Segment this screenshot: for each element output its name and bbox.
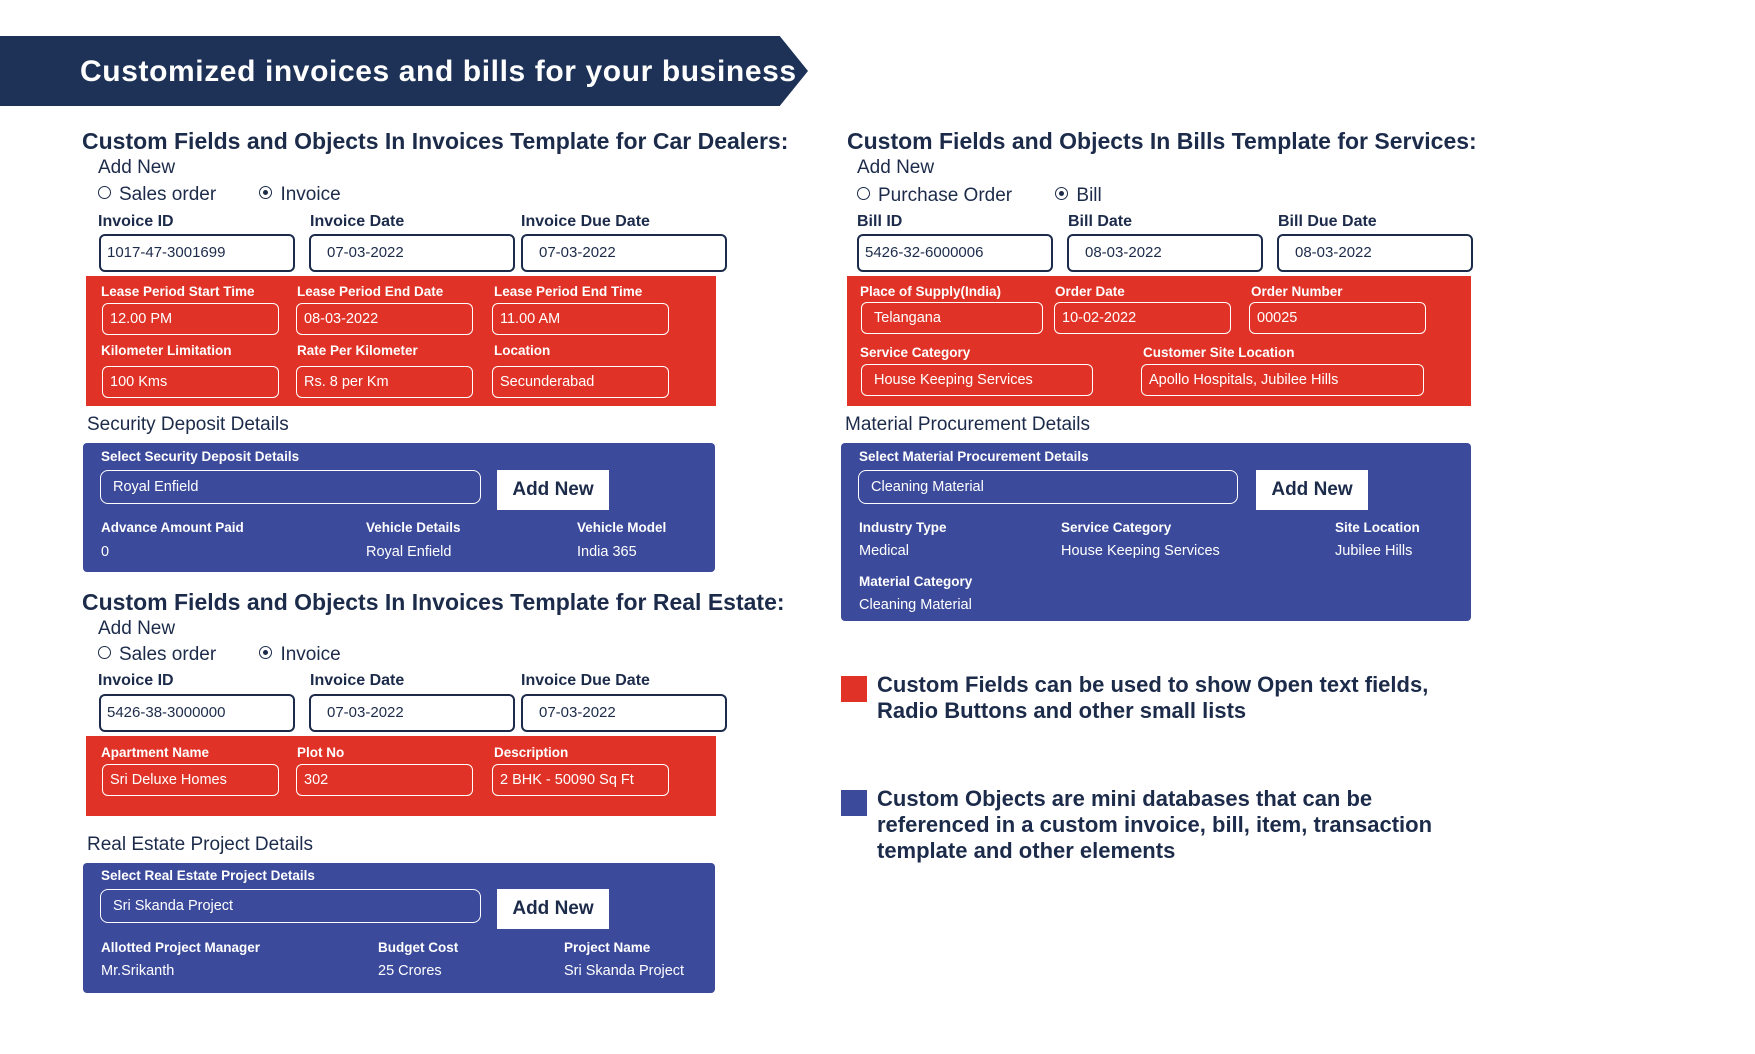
invoice-date-label: Invoice Date <box>310 213 405 230</box>
vehicle-details-label: Vehicle Details <box>366 520 461 535</box>
budget-cost-value: 25 Crores <box>378 963 442 979</box>
bill-date-field[interactable]: 08-03-2022 <box>1067 234 1263 272</box>
bill-radio[interactable]: Bill <box>1055 185 1101 207</box>
radio-checked-icon <box>259 186 272 199</box>
customer-site-location-label: Customer Site Location <box>1143 345 1295 360</box>
invoice-due-date-label: Invoice Due Date <box>521 672 650 689</box>
custom-objects-color-swatch <box>841 790 867 816</box>
car-section-title: Custom Fields and Objects In Invoices Template for Car Dealers: <box>82 128 789 154</box>
invoice-id-field[interactable]: 5426-38-3000000 <box>99 694 295 732</box>
radio-checked-icon <box>259 646 272 659</box>
car-type-radio-group <box>98 184 341 206</box>
project-name-value: Sri Skanda Project <box>564 963 685 979</box>
place-of-supply-label: Place of Supply(India) <box>860 284 1002 299</box>
order-number-field[interactable]: 00025 <box>1249 302 1426 334</box>
custom-fields-color-swatch <box>841 676 867 702</box>
vehicle-model-label: Vehicle Model <box>577 520 667 535</box>
invoice-due-date-field[interactable]: 07-03-2022 <box>521 234 727 272</box>
material-procurement-title: Material Procurement Details <box>845 414 1090 435</box>
banner-title: Customized invoices and bills for your business <box>80 55 797 88</box>
service-category-label: Service Category <box>1061 520 1172 535</box>
add-new-button[interactable]: Add New <box>497 470 609 510</box>
radio-unchecked-icon <box>98 186 111 199</box>
add-new-button[interactable]: Add New <box>1256 470 1368 510</box>
lease-end-time-label: Lease Period End Time <box>494 284 643 299</box>
material-category-value: Cleaning Material <box>859 597 972 613</box>
service-category-value: House Keeping Services <box>1061 543 1220 559</box>
service-category-field[interactable]: House Keeping Services <box>861 364 1093 396</box>
invoice-date-field[interactable]: 07-03-2022 <box>309 694 515 732</box>
rate-per-kilometer-field[interactable]: Rs. 8 per Km <box>296 366 473 398</box>
description-field[interactable]: 2 BHK - 50090 Sq Ft <box>492 764 669 796</box>
industry-type-value: Medical <box>859 543 909 559</box>
services-type-radio-group <box>857 185 1102 207</box>
invoice-radio[interactable]: Invoice <box>259 644 340 666</box>
vehicle-details-value: Royal Enfield <box>366 544 452 560</box>
project-manager-value: Mr.Srikanth <box>101 963 175 979</box>
plot-no-field[interactable]: 302 <box>296 764 473 796</box>
invoice-date-label: Invoice Date <box>310 672 405 689</box>
realestate-project-title: Real Estate Project Details <box>87 834 313 855</box>
rate-per-kilometer-label: Rate Per Kilometer <box>297 343 418 358</box>
project-manager-label: Allotted Project Manager <box>101 940 261 955</box>
lease-start-time-field[interactable]: 12.00 PM <box>102 303 279 335</box>
order-date-field[interactable]: 10-02-2022 <box>1054 302 1231 334</box>
material-procurement-select[interactable]: Cleaning Material <box>858 470 1238 504</box>
kilometer-limitation-label: Kilometer Limitation <box>101 343 232 358</box>
lease-end-date-label: Lease Period End Date <box>297 284 444 299</box>
realestate-section-title: Custom Fields and Objects In Invoices Template for Real Estate: <box>82 589 785 615</box>
realestate-project-select[interactable]: Sri Skanda Project <box>100 889 481 923</box>
project-name-label: Project Name <box>564 940 651 955</box>
services-add-new-label: Add New <box>857 157 935 178</box>
select-realestate-project-label: Select Real Estate Project Details <box>101 868 315 883</box>
invoice-radio[interactable]: Invoice <box>259 184 340 206</box>
security-deposit-title: Security Deposit Details <box>87 414 289 435</box>
invoice-id-label: Invoice ID <box>98 213 174 230</box>
budget-cost-label: Budget Cost <box>378 940 459 955</box>
radio-unchecked-icon <box>857 187 870 200</box>
material-category-label: Material Category <box>859 574 973 589</box>
lease-end-date-field[interactable]: 08-03-2022 <box>296 303 473 335</box>
invoice-due-date-field[interactable]: 07-03-2022 <box>521 694 727 732</box>
realestate-add-new-label: Add New <box>98 618 176 639</box>
services-section-title: Custom Fields and Objects In Bills Template for Services: <box>847 128 1477 154</box>
vehicle-model-value: India 365 <box>577 544 637 560</box>
plot-no-label: Plot No <box>297 745 345 760</box>
select-security-deposit-label: Select Security Deposit Details <box>101 449 300 464</box>
apartment-name-label: Apartment Name <box>101 745 210 760</box>
site-location-label: Site Location <box>1335 520 1420 535</box>
radio-unchecked-icon <box>98 646 111 659</box>
add-new-button[interactable]: Add New <box>497 889 609 929</box>
site-location-value: Jubilee Hills <box>1335 543 1413 559</box>
car-add-new-label: Add New <box>98 157 176 178</box>
invoice-date-field[interactable]: 07-03-2022 <box>309 234 515 272</box>
bill-date-label: Bill Date <box>1068 213 1133 230</box>
lease-start-time-label: Lease Period Start Time <box>101 284 255 299</box>
invoice-id-field[interactable]: 1017-47-3001699 <box>99 234 295 272</box>
description-label: Description <box>494 745 569 760</box>
invoice-id-label: Invoice ID <box>98 672 174 689</box>
bill-id-field[interactable]: 5426-32-6000006 <box>857 234 1053 272</box>
location-field[interactable]: Secunderabad <box>492 366 669 398</box>
bill-due-date-label: Bill Due Date <box>1278 213 1377 230</box>
customer-site-location-field[interactable]: Apollo Hospitals, Jubilee Hills <box>1141 364 1424 396</box>
kilometer-limitation-field[interactable]: 100 Kms <box>102 366 279 398</box>
order-date-label: Order Date <box>1055 284 1125 299</box>
industry-type-label: Industry Type <box>859 520 947 535</box>
bill-id-label: Bill ID <box>857 213 903 230</box>
lease-end-time-field[interactable]: 11.00 AM <box>492 303 669 335</box>
invoice-due-date-label: Invoice Due Date <box>521 213 650 230</box>
advance-amount-value: 0 <box>101 544 110 560</box>
purchase-order-radio[interactable]: Purchase Order <box>857 185 1012 207</box>
realestate-type-radio-group <box>98 644 341 666</box>
apartment-name-field[interactable]: Sri Deluxe Homes <box>102 764 279 796</box>
sales-order-radio[interactable]: Sales order <box>98 644 216 666</box>
bill-due-date-field[interactable]: 08-03-2022 <box>1277 234 1473 272</box>
custom-fields-legend-text: Custom Fields can be used to show Open text fields, Radio Buttons and other small lists <box>877 672 1429 723</box>
security-deposit-select[interactable]: Royal Enfield <box>100 470 481 504</box>
order-number-label: Order Number <box>1251 284 1343 299</box>
custom-objects-legend-text: Custom Objects are mini databases that can be referenced in a custom invoice, bill, item, transaction template and other elements <box>877 786 1433 863</box>
place-of-supply-field[interactable]: Telangana <box>861 302 1043 334</box>
service-category-label: Service Category <box>860 345 971 360</box>
radio-checked-icon <box>1055 187 1068 200</box>
location-label: Location <box>494 343 551 358</box>
select-material-procurement-label: Select Material Procurement Details <box>859 449 1089 464</box>
advance-amount-label: Advance Amount Paid <box>101 520 244 535</box>
sales-order-radio[interactable]: Sales order <box>98 184 216 206</box>
